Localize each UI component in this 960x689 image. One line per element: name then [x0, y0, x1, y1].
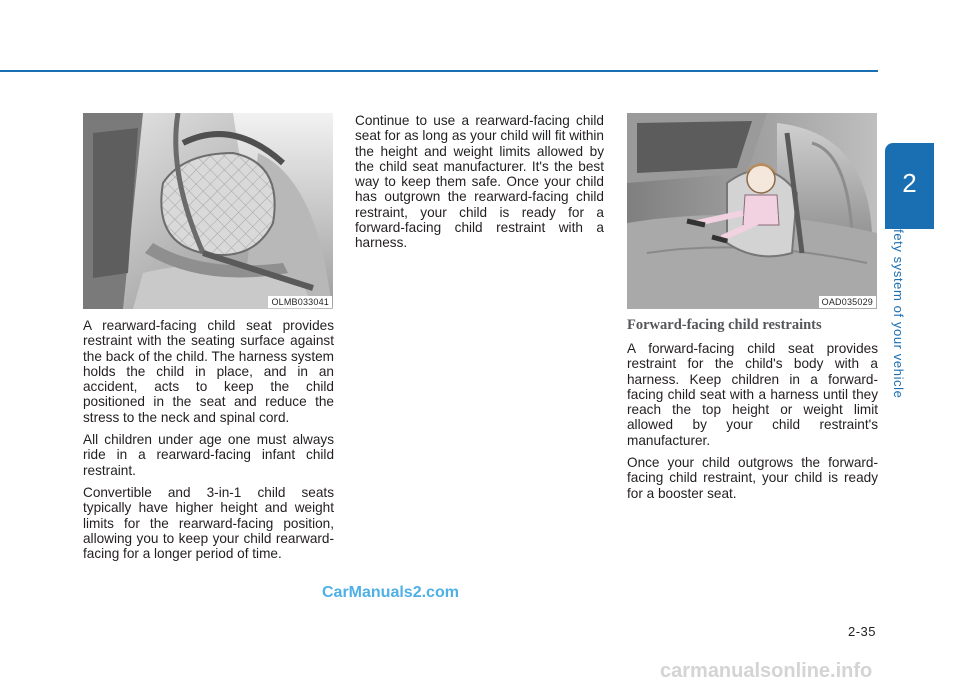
column-2 — [355, 113, 604, 258]
paragraph: Continue to use a rearward-facing child seat for as long as your child will fit within the height and weight limits allowed by the child seat manufacturer. It's the best way to keep them safe. Once your child has outgrown the rearward-facing child restraint, your child is ready for a forward-facing child restraint with a harness. — [355, 113, 604, 251]
section-heading: Forward-facing child restraints — [627, 317, 822, 333]
column-3 — [627, 317, 878, 508]
carmanualsonline-watermark-link[interactable]: carmanualsonline.info — [660, 660, 873, 682]
paragraph: A forward-facing child seat provides restraint for the child's body with a harness. Keep children in a forward-facing child seat with a harness until they reach the top height or weight limit allowed by your child restraint's manufacturer. — [627, 341, 878, 448]
page-number: 2-35 — [847, 624, 876, 639]
chapter-title: Safety system of your vehicle — [891, 212, 906, 399]
forward-seat-illustration — [627, 113, 877, 309]
rearward-seat-illustration — [83, 113, 333, 309]
paragraph: Convertible and 3-in-1 child seats typically have higher height and weight limits for the rearward-facing position, allowing you to keep your child rearward-facing for a longer period of time. — [83, 484, 334, 562]
paragraph: All children under age one must always ride in a rearward-facing infant child restraint. — [83, 432, 334, 478]
top-rule — [0, 70, 878, 72]
carmanuals-watermark-link[interactable]: CarManuals2.com — [322, 584, 459, 601]
image-caption-right: OAD035029 — [819, 296, 876, 308]
column-1 — [83, 318, 334, 568]
paragraph: A rearward-facing child seat provides restraint with the seating surface against the back of the child. The harness system holds the child in place, and in an accident, acts to keep the child positioned in the seat and reduce the stress to the neck and spinal cord. — [83, 318, 334, 425]
paragraph: Once your child outgrows the forward-facing child restraint, your child is ready for a booster seat. — [627, 455, 878, 501]
chapter-tab: 2 — [885, 143, 934, 229]
image-caption-left: OLMB033041 — [268, 296, 332, 308]
